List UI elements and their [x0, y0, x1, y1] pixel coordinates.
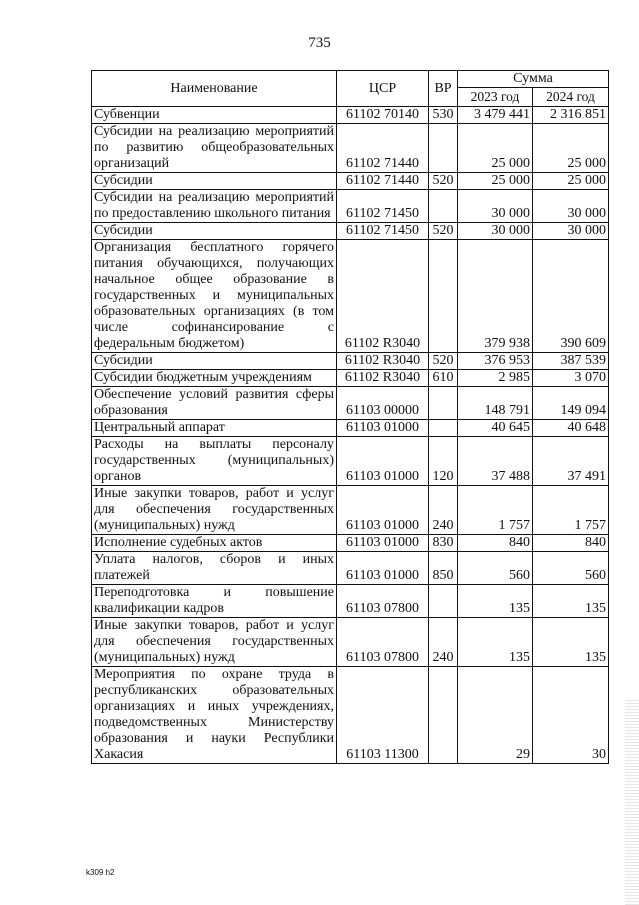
- row-csr: 61102 71450: [337, 190, 429, 223]
- row-sum-2024: 390 609: [533, 240, 609, 353]
- row-vr: 240: [429, 486, 458, 535]
- header-csr: ЦСР: [337, 71, 429, 107]
- row-vr: [429, 585, 458, 618]
- row-vr: [429, 240, 458, 353]
- row-sum-2023: 30 000: [458, 190, 533, 223]
- row-sum-2024: 30: [533, 667, 609, 764]
- table-body: [92, 107, 609, 764]
- row-sum-2024: 30 000: [533, 223, 609, 240]
- row-vr: 520: [429, 223, 458, 240]
- row-csr: 61103 01000: [337, 486, 429, 535]
- row-name: Организация бесплатного горячего питания обучающихся, получающих начальное общее образование в государственных и муниципальных образовательных организациях (в том числе софинансирование с федеральным бюджетом): [92, 240, 337, 353]
- row-name: Уплата налогов, сборов и иных платежей: [92, 552, 337, 585]
- row-name: Центральный аппарат: [92, 420, 337, 437]
- row-csr: 61103 01000: [337, 552, 429, 585]
- row-sum-2024: 25 000: [533, 124, 609, 173]
- table-row: [92, 437, 609, 486]
- row-sum-2023: 376 953: [458, 353, 533, 370]
- row-name: Переподготовка и повышение квалификации кадров: [92, 585, 337, 618]
- row-csr: 61103 07800: [337, 618, 429, 667]
- row-csr: 61103 07800: [337, 585, 429, 618]
- row-vr: 240: [429, 618, 458, 667]
- row-sum-2023: 37 488: [458, 437, 533, 486]
- row-sum-2023: 3 479 441: [458, 107, 533, 124]
- row-sum-2024: 2 316 851: [533, 107, 609, 124]
- row-sum-2024: 40 648: [533, 420, 609, 437]
- row-sum-2024: 135: [533, 618, 609, 667]
- row-sum-2023: 560: [458, 552, 533, 585]
- row-csr: 61102 R3040: [337, 240, 429, 353]
- row-sum-2024: 149 094: [533, 387, 609, 420]
- row-sum-2024: 1 757: [533, 486, 609, 535]
- row-sum-2024: 387 539: [533, 353, 609, 370]
- table-row: [92, 618, 609, 667]
- table-row: [92, 387, 609, 420]
- row-vr: 530: [429, 107, 458, 124]
- table-row: [92, 552, 609, 585]
- row-name: Субсидии: [92, 353, 337, 370]
- row-vr: [429, 124, 458, 173]
- row-name: Субсидии: [92, 223, 337, 240]
- header-year-2024: 2024 год: [533, 88, 609, 107]
- row-name: Обеспечение условий развития сферы образования: [92, 387, 337, 420]
- row-sum-2024: 135: [533, 585, 609, 618]
- row-vr: [429, 420, 458, 437]
- row-vr: [429, 387, 458, 420]
- table-row: [92, 667, 609, 764]
- row-sum-2024: 25 000: [533, 173, 609, 190]
- row-name: Расходы на выплаты персоналу государственных (муниципальных) органов: [92, 437, 337, 486]
- row-sum-2023: 25 000: [458, 124, 533, 173]
- row-vr: 610: [429, 370, 458, 387]
- row-sum-2024: 840: [533, 535, 609, 552]
- row-sum-2023: 379 938: [458, 240, 533, 353]
- row-csr: 61103 01000: [337, 437, 429, 486]
- row-sum-2023: 135: [458, 585, 533, 618]
- row-name: Субвенции: [92, 107, 337, 124]
- row-vr: 520: [429, 173, 458, 190]
- row-sum-2024: 560: [533, 552, 609, 585]
- row-csr: 61102 70140: [337, 107, 429, 124]
- table-row: [92, 190, 609, 223]
- table-row: [92, 486, 609, 535]
- row-sum-2024: 37 491: [533, 437, 609, 486]
- row-name: Мероприятия по охране труда в республиканских образовательных организациях и иных учреждениях, подведомственных Министерству образования и науки Республики Хакасия: [92, 667, 337, 764]
- row-sum-2023: 2 985: [458, 370, 533, 387]
- header-vr: ВР: [429, 71, 458, 107]
- row-csr: 61102 71450: [337, 223, 429, 240]
- row-sum-2023: 29: [458, 667, 533, 764]
- row-csr: 61103 01000: [337, 420, 429, 437]
- row-csr: 61103 11300: [337, 667, 429, 764]
- row-name: Субсидии на реализацию мероприятий по предоставлению школьного питания: [92, 190, 337, 223]
- row-name: Субсидии на реализацию мероприятий по развитию общеобразовательных организаций: [92, 124, 337, 173]
- row-vr: [429, 190, 458, 223]
- page-number: 735: [308, 35, 331, 51]
- scan-edge-artifact: [625, 700, 639, 905]
- row-vr: 830: [429, 535, 458, 552]
- table-row: [92, 370, 609, 387]
- table-row: [92, 535, 609, 552]
- row-csr: 61103 01000: [337, 535, 429, 552]
- row-vr: 120: [429, 437, 458, 486]
- header-sum: Сумма: [458, 71, 609, 88]
- row-name: Субсидии бюджетным учреждениям: [92, 370, 337, 387]
- row-csr: 61102 71440: [337, 124, 429, 173]
- row-sum-2023: 30 000: [458, 223, 533, 240]
- row-sum-2024: 3 070: [533, 370, 609, 387]
- table-row: [92, 240, 609, 353]
- row-vr: 520: [429, 353, 458, 370]
- row-csr: 61102 R3040: [337, 353, 429, 370]
- table-row: [92, 353, 609, 370]
- table-row: [92, 124, 609, 173]
- table-row: [92, 223, 609, 240]
- table-row: [92, 173, 609, 190]
- table-row: [92, 107, 609, 124]
- row-sum-2023: 840: [458, 535, 533, 552]
- row-name: Исполнение судебных актов: [92, 535, 337, 552]
- header-year-2023: 2023 год: [458, 88, 533, 107]
- row-sum-2023: 1 757: [458, 486, 533, 535]
- row-name: Иные закупки товаров, работ и услуг для обеспечения государственных (муниципальных) нужд: [92, 618, 337, 667]
- row-sum-2023: 25 000: [458, 173, 533, 190]
- table-row: [92, 585, 609, 618]
- table-row: [92, 420, 609, 437]
- row-sum-2024: 30 000: [533, 190, 609, 223]
- footer-code: k309 h2: [86, 868, 115, 877]
- row-name: Субсидии: [92, 173, 337, 190]
- row-csr: 61103 00000: [337, 387, 429, 420]
- row-sum-2023: 135: [458, 618, 533, 667]
- row-csr: 61102 71440: [337, 173, 429, 190]
- row-vr: 850: [429, 552, 458, 585]
- row-name: Иные закупки товаров, работ и услуг для обеспечения государственных (муниципальных) нужд: [92, 486, 337, 535]
- row-sum-2023: 148 791: [458, 387, 533, 420]
- row-sum-2023: 40 645: [458, 420, 533, 437]
- row-csr: 61102 R3040: [337, 370, 429, 387]
- table-header-row: [92, 71, 609, 88]
- budget-table: [91, 70, 609, 764]
- row-vr: [429, 667, 458, 764]
- header-name: Наименование: [92, 71, 337, 107]
